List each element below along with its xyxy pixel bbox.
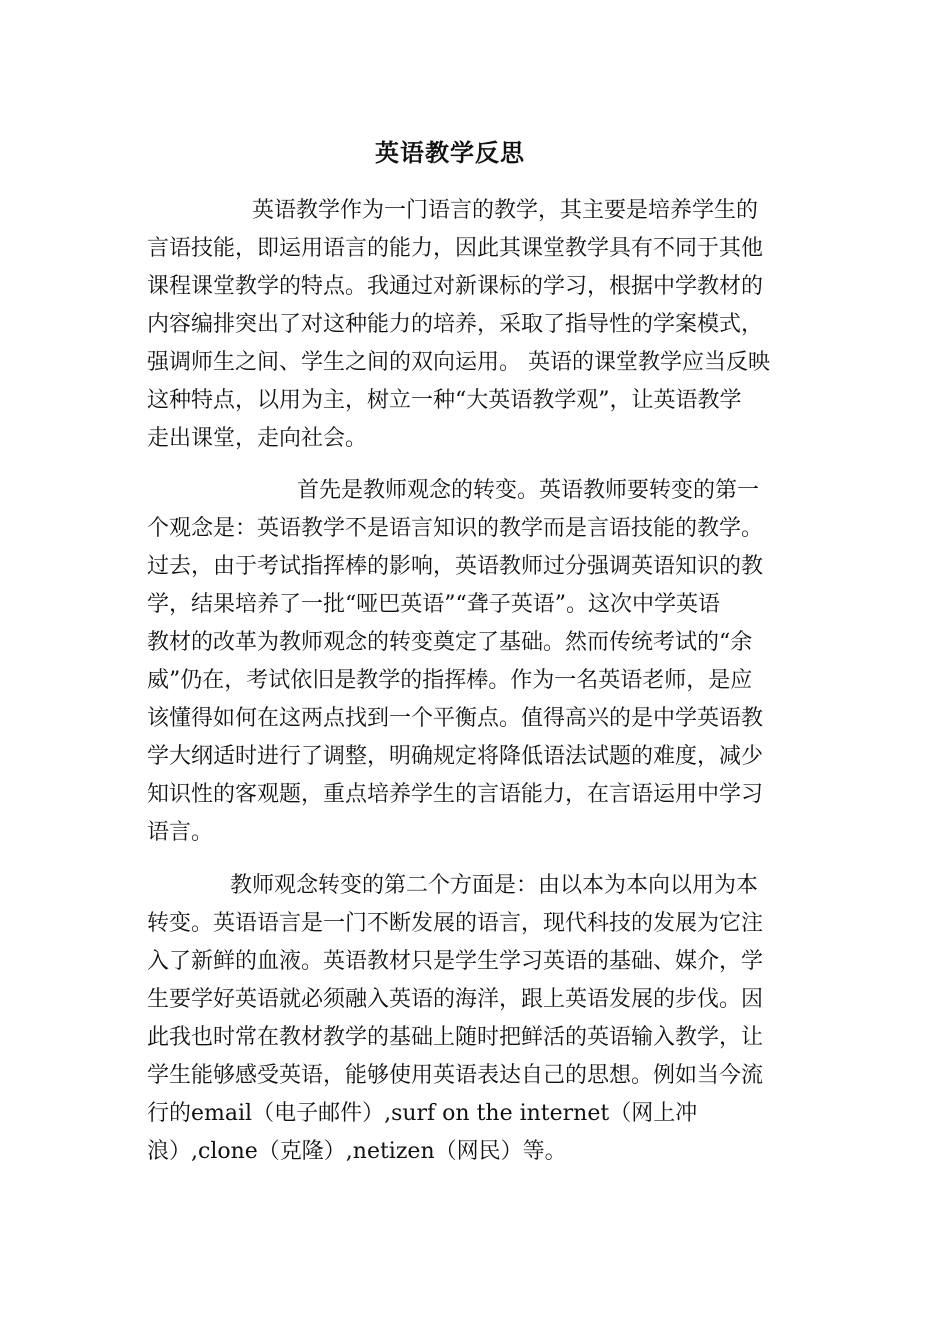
paragraph-2 [147, 472, 807, 852]
paragraph-line: 强调师生之间、学生之间的双向运用。 英语的课堂教学应当反映 [147, 350, 770, 375]
paragraph-line: 过去，由于考试指挥棒的影响，英语教师过分强调英语知识的教 [147, 554, 764, 579]
paragraph-line: 浪）,clone（克隆）,netizen（网民）等。 [147, 1139, 567, 1164]
paragraph-line: 威”仍在，考试依旧是教学的指挥棒。作为一名英语老师，是应 [147, 668, 753, 693]
paragraph-line: 生要学好英语就必须融入英语的海洋，跟上英语发展的步伐。因 [147, 987, 764, 1012]
paragraph-line: 入了新鲜的血液。英语教材只是学生学习英语的基础、媒介，学 [147, 949, 764, 974]
paragraph-line: 教材的改革为教师观念的转变奠定了基础。然而传统考试的“余 [147, 630, 753, 655]
paragraph-line: 这种特点，以用为主，树立一种“大英语教学观”，让英语教学 [147, 388, 742, 413]
paragraph-line: 个观念是：英语教学不是语言知识的教学而是言语技能的教学。 [147, 516, 764, 541]
paragraph-line: 走出课堂，走向社会。 [147, 426, 368, 451]
paragraph-line: 内容编排突出了对这种能力的培养，采取了指导性的学案模式， [147, 312, 764, 337]
paragraph-line: 语言。 [147, 820, 214, 845]
paragraph-line: 首先是教师观念的转变。英语教师要转变的第一 [297, 478, 760, 503]
document-title: 英语教学反思 [375, 138, 525, 167]
paragraph-line: 行的email（电子邮件）,surf on the internet（网上冲 [147, 1101, 698, 1126]
paragraph-1 [147, 192, 807, 458]
paragraph-line: 英语教学作为一门语言的教学，其主要是培养学生的 [252, 198, 759, 223]
paragraph-line: 转变。英语语言是一门不断发展的语言，现代科技的发展为它注 [147, 911, 764, 936]
paragraph-3 [147, 867, 807, 1171]
paragraph-line: 课程课堂教学的特点。我通过对新课标的学习，根据中学教材的 [147, 274, 764, 299]
paragraph-line: 言语技能，即运用语言的能力，因此其课堂教学具有不同于其他 [147, 236, 764, 261]
paragraph-line: 该懂得如何在这两点找到一个平衡点。值得高兴的是中学英语教 [147, 706, 764, 731]
paragraph-line: 教师观念转变的第二个方面是：由以本为本向以用为本 [230, 873, 759, 898]
paragraph-line: 学大纲适时进行了调整，明确规定将降低语法试题的难度，减少 [147, 744, 764, 769]
paragraph-line: 此我也时常在教材教学的基础上随时把鲜活的英语输入教学，让 [147, 1025, 764, 1050]
paragraph-line: 知识性的客观题，重点培养学生的言语能力，在言语运用中学习 [147, 782, 764, 807]
paragraph-line: 学生能够感受英语，能够使用英语表达自己的思想。例如当今流 [147, 1063, 764, 1088]
paragraph-line: 学，结果培养了一批“哑巴英语”“聋子英语”。这次中学英语 [147, 592, 720, 617]
